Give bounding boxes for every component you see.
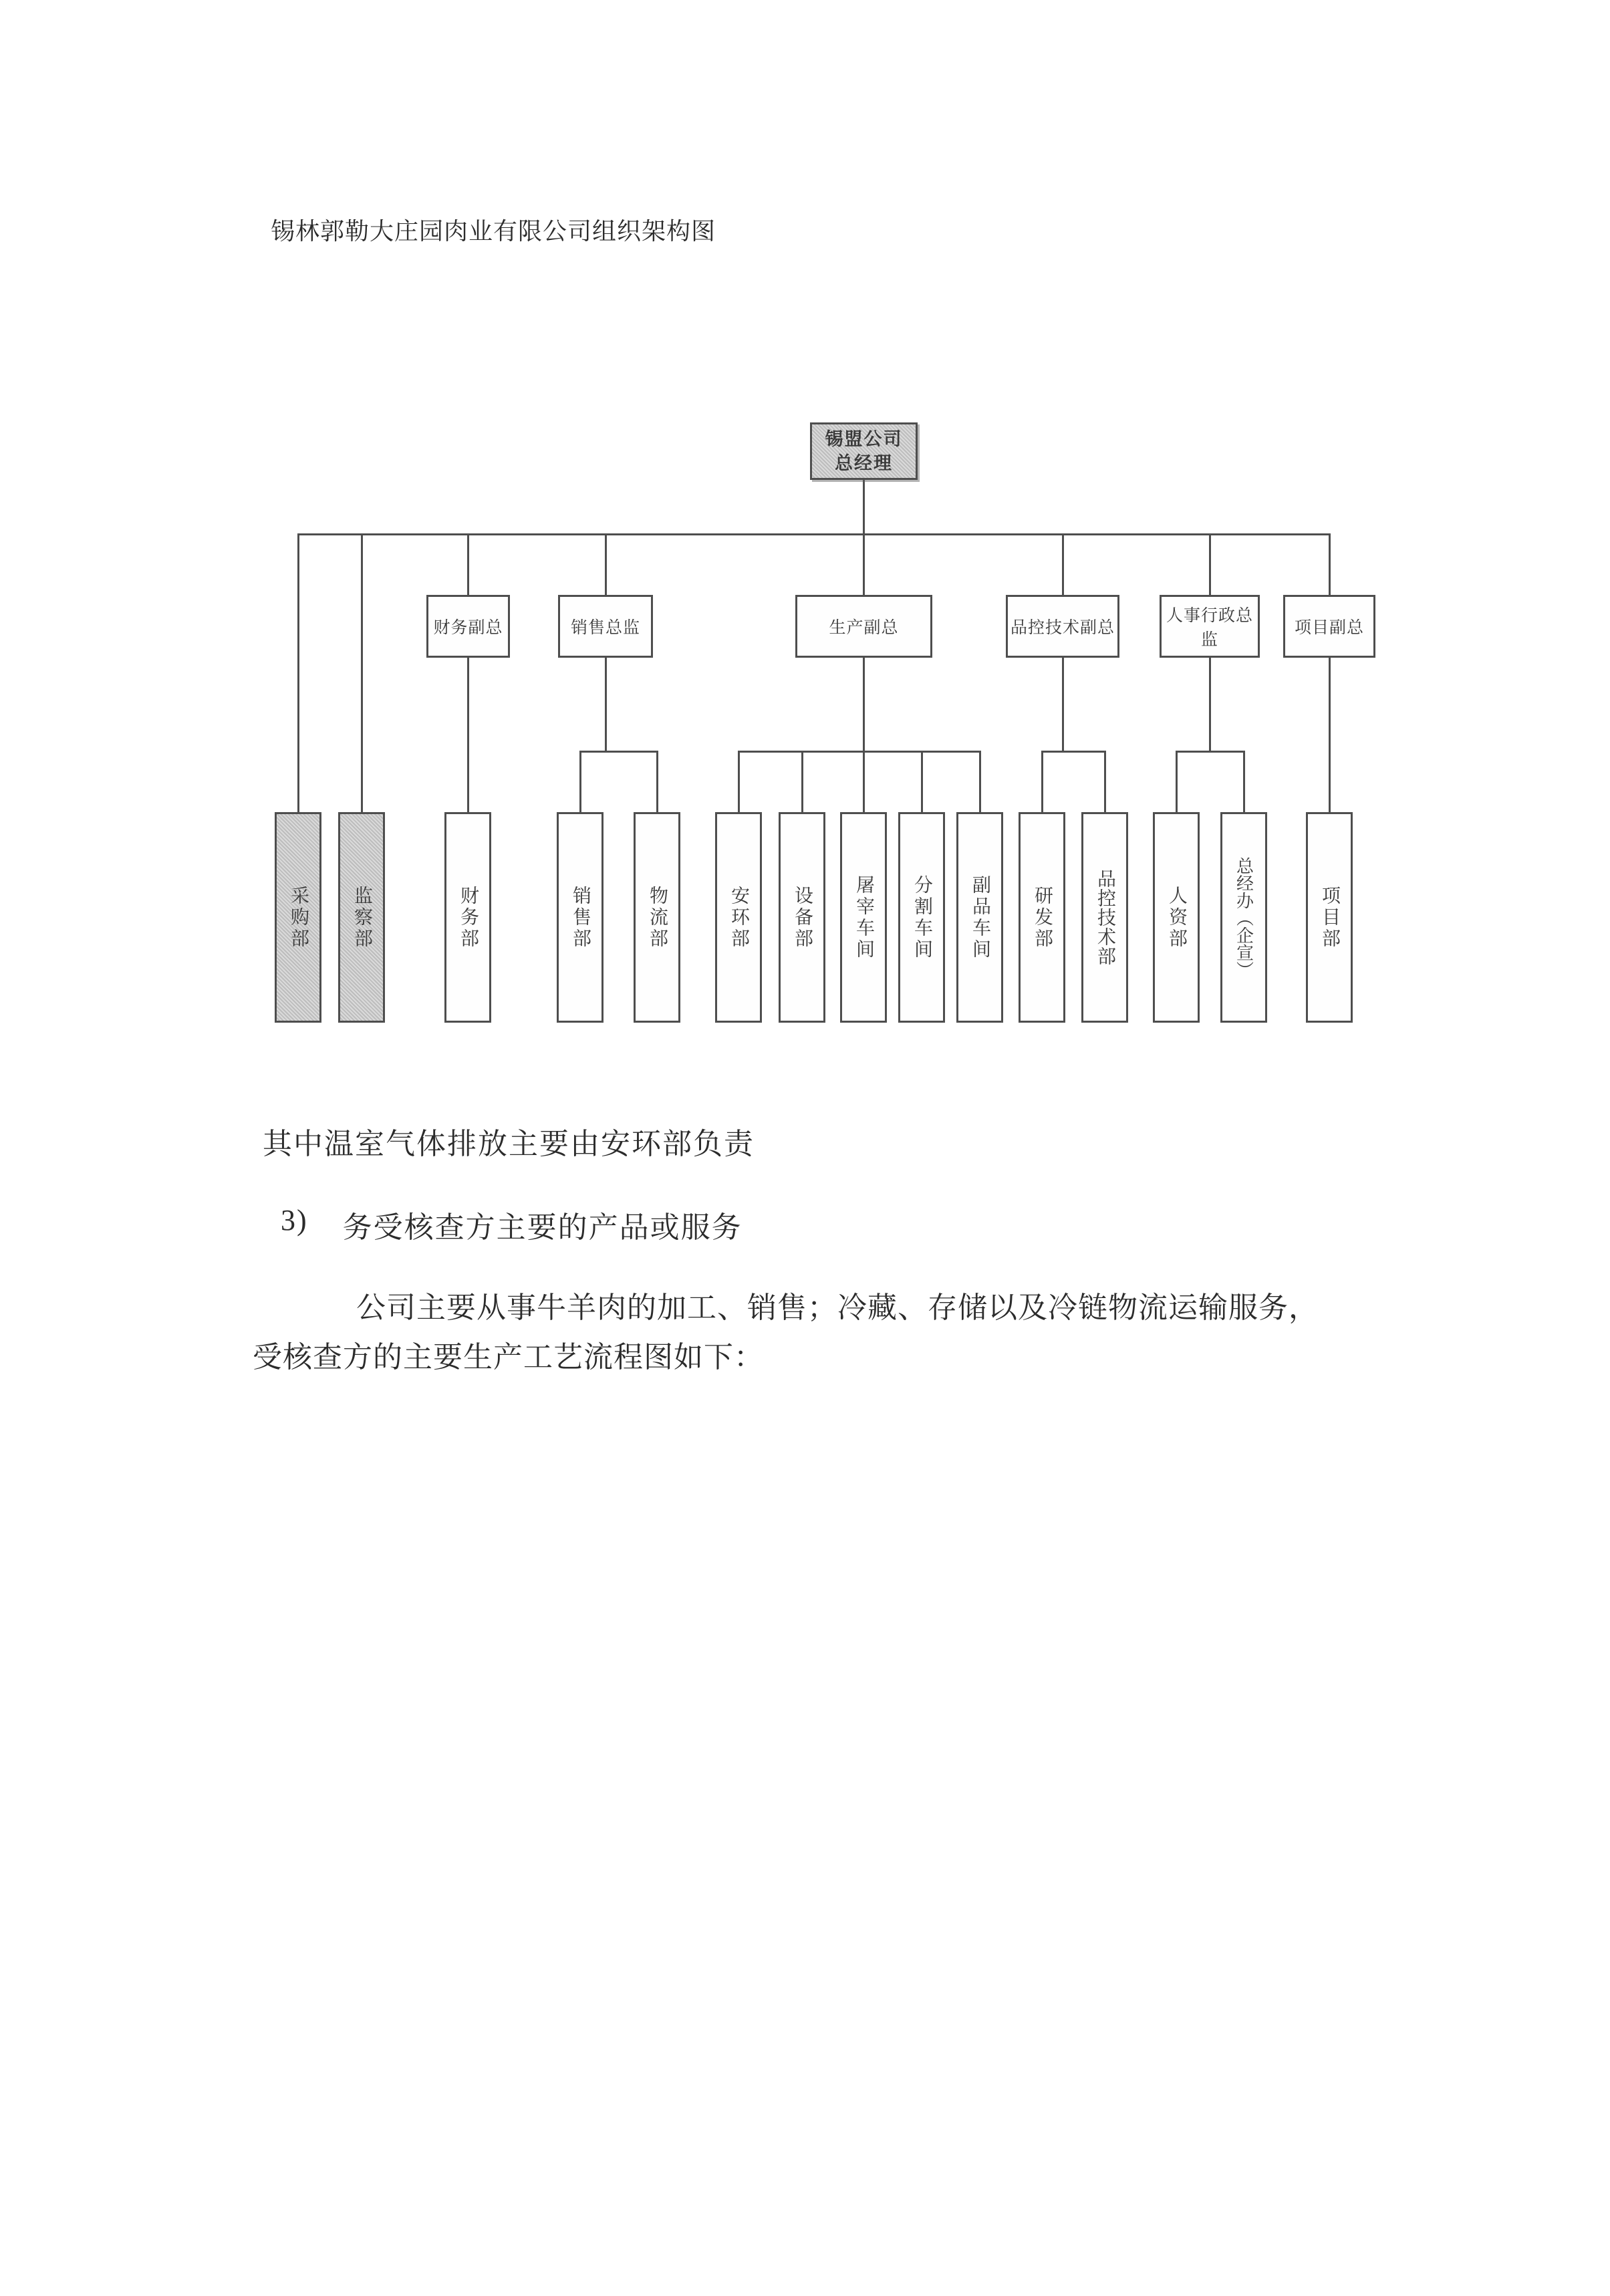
connector-line [1104, 751, 1106, 812]
node-supervision-dept: 监察部 [338, 812, 385, 1023]
connector-line [605, 657, 607, 751]
list-item-3 [281, 1203, 743, 1246]
connector-line [1209, 657, 1211, 751]
connector-line [1176, 751, 1178, 812]
connector-line [921, 751, 923, 812]
node-sales-director: 销售总监 [558, 595, 653, 658]
node-qc-tech-vp: 品控技术副总 [1006, 595, 1119, 658]
node-project-dept: 项目部 [1306, 812, 1353, 1023]
node-hr-admin-director: 人事行政总监 [1160, 595, 1260, 658]
root-label-line1: 锡盟公司 [825, 428, 903, 449]
node-production-vp: 生产副总 [795, 595, 932, 658]
connector-line [605, 533, 607, 595]
connector-line [1041, 751, 1043, 812]
connector-line [738, 751, 981, 753]
paragraph-line-1: 公司主要从事牛羊肉的加工、销售；冷藏、存储以及冷链物流运输服务， [356, 1291, 1319, 1324]
connector-line [297, 533, 299, 812]
node-logistics-dept: 物流部 [634, 812, 680, 1023]
note-ghg-responsibility: 其中温室气体排放主要由安环部负责 [263, 1128, 755, 1160]
connector-line [1041, 751, 1106, 753]
node-qc-tech-dept: 品控技术部 [1081, 812, 1128, 1023]
connector-line [1243, 751, 1245, 812]
connector-line [1209, 533, 1211, 595]
node-hr-dept: 人资部 [1153, 812, 1200, 1023]
list-item-text: 务受核查方主要的产品或服务 [342, 1211, 743, 1244]
list-item-marker: 3) [281, 1204, 308, 1237]
node-byproduct-workshop: 副品车间 [956, 812, 1003, 1023]
connector-line [1062, 657, 1064, 751]
node-safety-env-dept: 安环部 [715, 812, 762, 1023]
connector-line [1329, 657, 1331, 812]
connector-line [863, 533, 865, 595]
node-purchasing-dept: 采购部 [275, 812, 321, 1023]
connector-line [863, 479, 865, 533]
node-slaughter-workshop: 屠宰车间 [840, 812, 887, 1023]
node-equipment-dept: 设备部 [779, 812, 825, 1023]
connector-line [579, 751, 658, 753]
node-project-vp: 项目副总 [1283, 595, 1375, 658]
connector-line [361, 533, 363, 812]
connector-line [1329, 533, 1331, 595]
node-general-manager [810, 422, 918, 480]
node-gm-office: 总经办（企宣） [1220, 812, 1267, 1023]
connector-line [467, 657, 469, 812]
connector-line [579, 751, 581, 812]
connector-line [863, 657, 865, 812]
node-cutting-workshop: 分割车间 [898, 812, 945, 1023]
connector-line [1176, 751, 1245, 753]
page-title: 锡林郭勒大庄园肉业有限公司组织架构图 [271, 218, 716, 245]
connector-line [1062, 533, 1064, 595]
connector-line [801, 751, 803, 812]
connector-line [738, 751, 740, 812]
node-rd-dept: 研发部 [1019, 812, 1065, 1023]
node-finance-dept: 财务部 [444, 812, 491, 1023]
connector-line [979, 751, 981, 812]
node-finance-vp: 财务副总 [426, 595, 510, 658]
root-label-line2: 总经理 [835, 453, 893, 473]
paragraph-line-2: 受核查方的主要生产工艺流程图如下： [253, 1341, 764, 1374]
connector-line [297, 533, 1331, 535]
connector-line [467, 533, 469, 595]
connector-line [656, 751, 658, 812]
node-sales-dept: 销售部 [557, 812, 603, 1023]
